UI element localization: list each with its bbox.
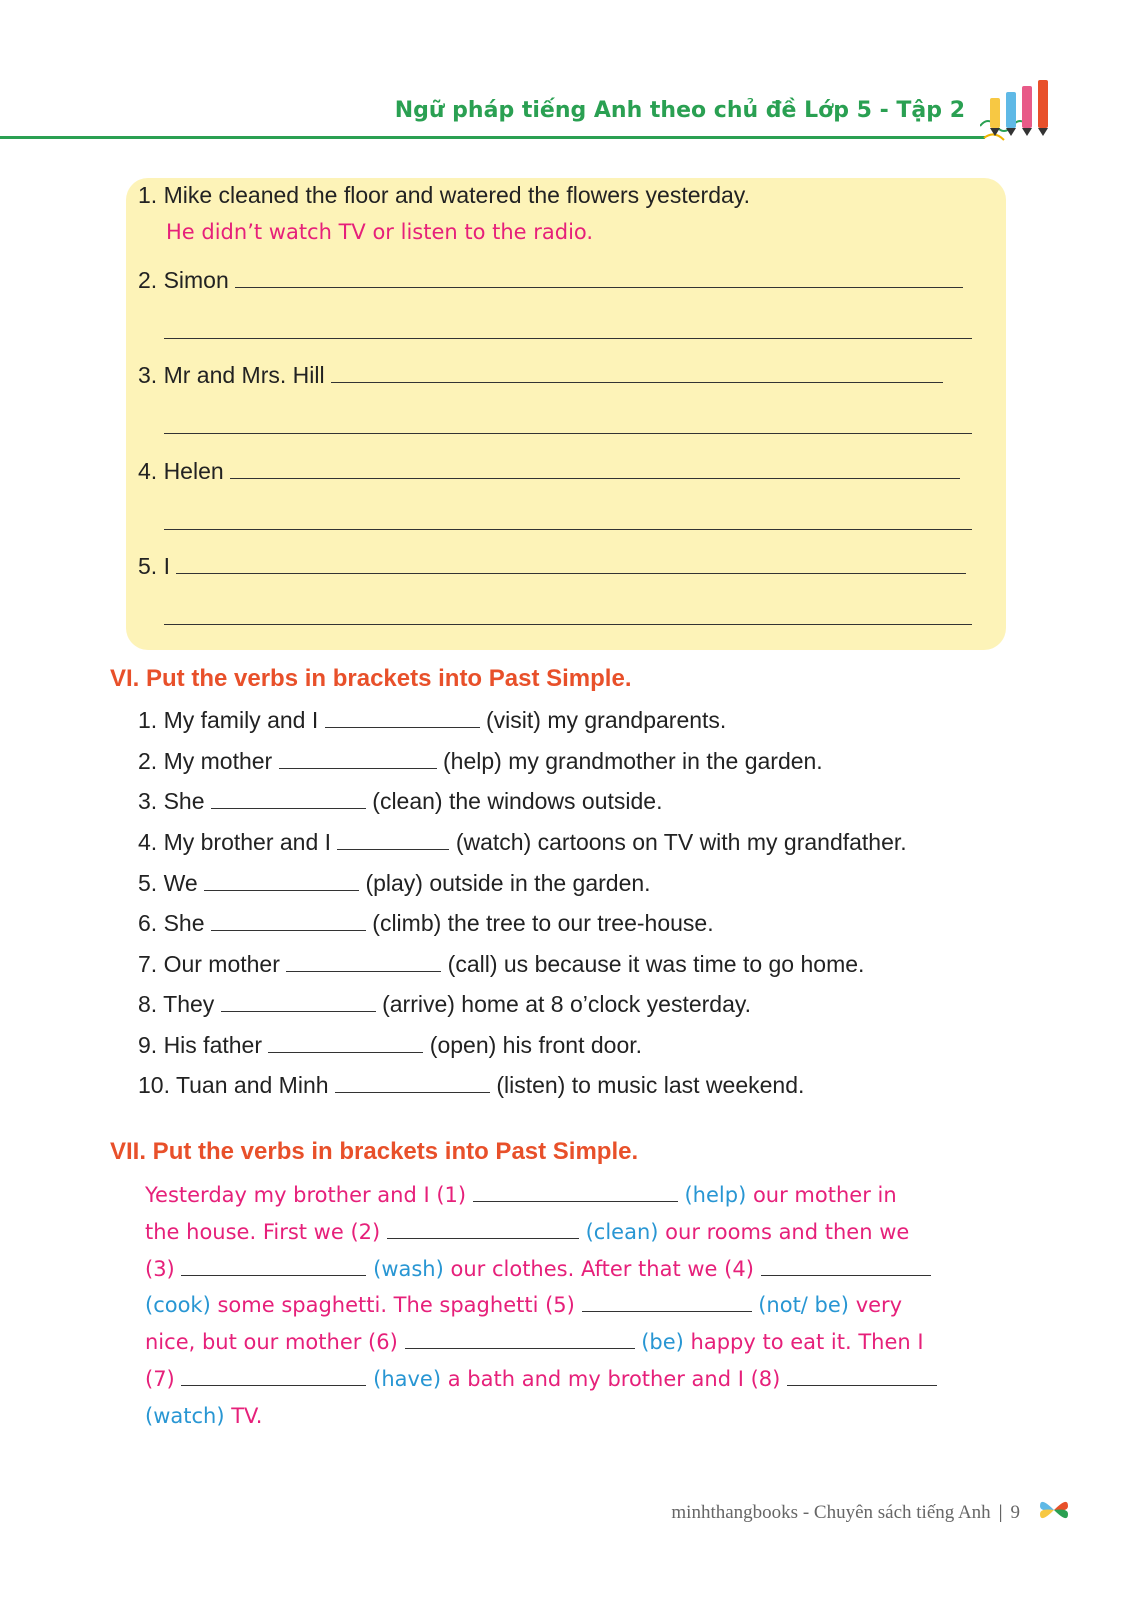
ex5-item-4-line2 <box>164 509 972 536</box>
answer-blank[interactable] <box>181 1259 366 1276</box>
vii-line-1 <box>145 1183 897 1207</box>
vii-text: our rooms and then we <box>665 1220 910 1244</box>
vi-item-text: 6. She <box>138 910 205 936</box>
vii-verb: (be) <box>641 1330 684 1354</box>
answer-blank[interactable] <box>235 269 963 288</box>
ex5-item-5-line2 <box>164 604 972 631</box>
vi-item-8 <box>138 991 751 1018</box>
page-footer <box>560 1502 1020 1524</box>
vi-item-text: (climb) the tree to our tree-house. <box>372 910 714 936</box>
ex5-item-4 <box>138 458 960 485</box>
vi-item-text: 3. She <box>138 788 205 814</box>
vii-verb: (help) <box>684 1183 747 1207</box>
vi-item-9 <box>138 1032 642 1059</box>
vi-item-text: 10. Tuan and Minh <box>138 1072 329 1098</box>
answer-blank[interactable] <box>164 415 972 434</box>
publisher-text: minhthangbooks - Chuyên sách tiếng Anh <box>671 1502 991 1523</box>
vi-item-text: (visit) my grandparents. <box>486 707 727 733</box>
answer-blank[interactable] <box>164 606 972 625</box>
answer-blank[interactable] <box>268 1034 423 1053</box>
vii-text: (7) <box>145 1367 175 1391</box>
answer-blank[interactable] <box>211 790 366 809</box>
ex5-item-2-line2 <box>164 318 972 345</box>
vii-line-2 <box>145 1220 909 1244</box>
vii-line-6 <box>145 1367 937 1391</box>
answer-blank[interactable] <box>211 912 366 931</box>
vi-item-text: (open) his front door. <box>429 1032 643 1058</box>
ex5-item-1: 1. Mike cleaned the floor and watered the flowers yesterday. <box>138 182 750 208</box>
vii-text: Yesterday my brother and I (1) <box>145 1183 467 1207</box>
vii-text: nice, but our mother (6) <box>145 1330 398 1354</box>
ex5-item-2 <box>138 267 963 294</box>
vi-item-text: 7. Our mother <box>138 951 280 977</box>
vi-item-3 <box>138 788 663 815</box>
page-number: 9 <box>1010 1502 1020 1523</box>
answer-blank[interactable] <box>337 831 449 850</box>
vii-text: very <box>855 1293 903 1317</box>
vii-text: a bath and my brother and I (8) <box>447 1367 781 1391</box>
vi-item-5 <box>138 870 651 897</box>
answer-blank[interactable] <box>221 993 376 1012</box>
answer-blank[interactable] <box>787 1369 937 1386</box>
vii-line-3 <box>145 1257 931 1281</box>
vi-item-10 <box>138 1072 804 1099</box>
vi-item-2 <box>138 748 823 775</box>
answer-blank[interactable] <box>761 1259 931 1276</box>
answer-blank[interactable] <box>204 872 359 891</box>
vi-item-6 <box>138 910 714 937</box>
vi-item-text: 8. They <box>138 991 215 1017</box>
vii-verb: (wash) <box>373 1257 444 1281</box>
vi-item-text: 2. My mother <box>138 748 273 774</box>
vii-line-4 <box>145 1293 902 1317</box>
vii-verb: (not/ be) <box>758 1293 849 1317</box>
vi-item-text: (play) outside in the garden. <box>365 870 651 896</box>
vii-text: (3) <box>145 1257 175 1281</box>
answer-blank[interactable] <box>164 511 972 530</box>
answer-blank[interactable] <box>325 709 480 728</box>
vii-verb: (cook) <box>145 1293 211 1317</box>
answer-blank[interactable] <box>473 1185 678 1202</box>
ex5-item-3-label: 3. Mr and Mrs. Hill <box>138 362 325 388</box>
answer-blank[interactable] <box>286 953 441 972</box>
answer-blank[interactable] <box>335 1074 490 1093</box>
vi-item-text: 5. We <box>138 870 198 896</box>
vi-item-1 <box>138 707 726 734</box>
vii-verb: (have) <box>373 1367 442 1391</box>
answer-blank[interactable] <box>279 750 437 769</box>
vi-item-4 <box>138 829 907 856</box>
answer-blank[interactable] <box>405 1332 635 1349</box>
ex5-item-3 <box>138 362 943 389</box>
pencils-icon <box>980 78 1080 150</box>
vi-item-text: 4. My brother and I <box>138 829 332 855</box>
vi-item-7 <box>138 951 864 978</box>
answer-blank[interactable] <box>331 364 943 383</box>
ex5-item-4-label: 4. Helen <box>138 458 224 484</box>
vii-text: our clothes. After that we (4) <box>450 1257 754 1281</box>
answer-blank[interactable] <box>176 555 966 574</box>
ex5-item-1-answer: He didn’t watch TV or listen to the radio. <box>166 220 594 244</box>
page-header-title: Ngữ pháp tiếng Anh theo chủ đề Lớp 5 - Tập 2 <box>394 98 965 123</box>
vii-text: TV. <box>231 1404 263 1428</box>
vii-verb: (watch) <box>145 1404 225 1428</box>
vii-line-7 <box>145 1404 262 1428</box>
answer-blank[interactable] <box>387 1222 579 1239</box>
header-rule <box>0 136 985 139</box>
vi-item-text: 1. My family and I <box>138 707 319 733</box>
answer-blank[interactable] <box>582 1295 752 1312</box>
ex5-item-2-label: 2. Simon <box>138 267 229 293</box>
section-vii-title: VII. Put the verbs in brackets into Past Simple. <box>110 1138 639 1165</box>
vi-item-text: 9. His father <box>138 1032 262 1058</box>
vii-line-5 <box>145 1330 924 1354</box>
vi-item-text: (arrive) home at 8 o’clock yesterday. <box>382 991 752 1017</box>
answer-blank[interactable] <box>181 1369 366 1386</box>
ex5-item-3-line2 <box>164 413 972 440</box>
ex5-item-5-label: 5. I <box>138 553 170 579</box>
answer-blank[interactable] <box>230 460 960 479</box>
publisher-logo-icon <box>1036 1492 1072 1528</box>
vii-text: some spaghetti. The spaghetti (5) <box>217 1293 575 1317</box>
footer-separator: | <box>998 1502 1003 1523</box>
vii-text: happy to eat it. Then I <box>690 1330 924 1354</box>
vi-item-text: (listen) to music last weekend. <box>496 1072 805 1098</box>
vii-verb: (clean) <box>585 1220 659 1244</box>
vii-text: the house. First we (2) <box>145 1220 381 1244</box>
vi-item-text: (watch) cartoons on TV with my grandfather. <box>455 829 907 855</box>
vi-item-text: (call) us because it was time to go home. <box>447 951 865 977</box>
vi-item-text: (help) my grandmother in the garden. <box>443 748 823 774</box>
section-vi-title: VI. Put the verbs in brackets into Past Simple. <box>110 665 632 692</box>
vi-item-text: (clean) the windows outside. <box>372 788 663 814</box>
answer-blank[interactable] <box>164 320 972 339</box>
vii-text: our mother in <box>752 1183 897 1207</box>
ex5-item-5 <box>138 553 966 580</box>
